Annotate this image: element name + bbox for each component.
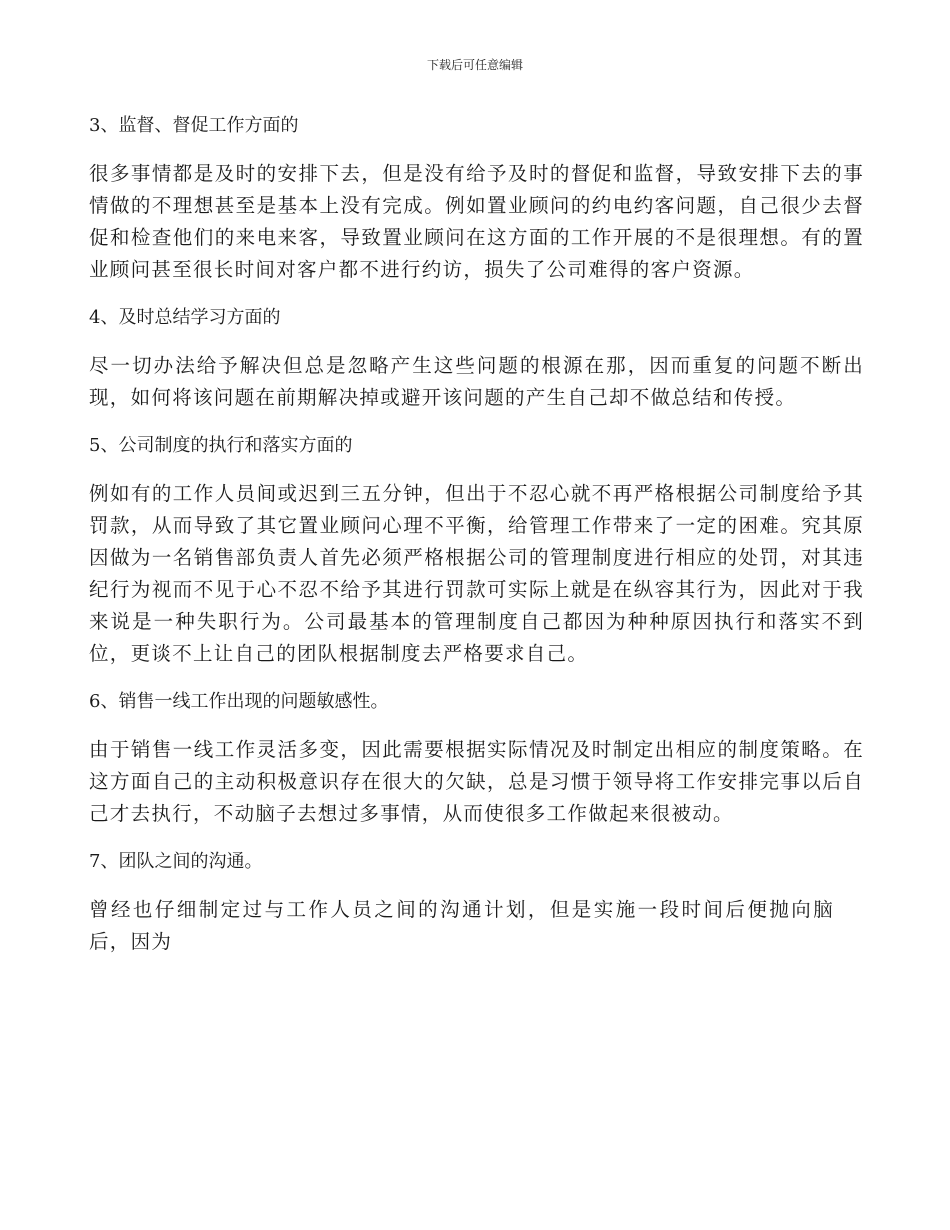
section-paragraph-6: 由于销售一线工作灵活多变，因此需要根据实际情况及时制定出相应的制度策略。在这方面自己的主动积极意识存在很大的欠缺，总是习惯于领导将工作安排完事以后自己才去执行，不动脑子去想过多事情，从而使很多工作做起来很被动。 [89, 738, 864, 825]
section-paragraph-5: 例如有的工作人员间或迟到三五分钟，但出于不忍心就不再严格根据公司制度给予其罚款，从而导致了其它置业顾问心理不平衡，给管理工作带来了一定的困难。究其原因做为一名销售部负责人首先必须严格根据公司的管理制度进行相应的处罚，对其违纪行为视而不见于心不忍不给予其进行罚款可实际上就是在纵容其行为，因此对于我来说是一种失职行为。公司最基本的管理制度自己都因为种种原因执行和落实不到位，更谈不上让自己的团队根据制度去严格要求自己。 [89, 482, 864, 665]
section-heading-7: 7、团队之间的沟通。 [89, 851, 263, 872]
section-heading-5: 5、公司制度的执行和落实方面的 [89, 435, 353, 456]
page-header: 下载后可任意编辑 [426, 58, 523, 72]
section-paragraph-4: 尽一切办法给予解决但总是忽略产生这些问题的根源在那，因而重复的问题不断出现，如何将该问题在前期解决掉或避开该问题的产生自己却不做总结和传授。 [89, 354, 864, 409]
section-paragraph-3: 很多事情都是及时的安排下去，但是没有给予及时的督促和监督，导致安排下去的事情做的不理想甚至是基本上没有完成。例如置业顾问的约电约客问题，自己很少去督促和检查他们的来电来客，导致置业顾问在这方面的工作开展的不是很理想。有的置业顾问甚至很长时间对客户都不进行约访，损失了公司难得的客户资源。 [89, 162, 864, 281]
section-heading-3: 3、监督、督促工作方面的 [89, 115, 299, 136]
section-heading-6: 6、销售一线工作出现的问题敏感性。 [89, 691, 389, 712]
section-heading-4: 4、及时总结学习方面的 [89, 307, 281, 328]
section-paragraph-7: 曾经也仔细制定过与工作人员之间的沟通计划，但是实施一段时间后便抛向脑后，因为 [89, 898, 834, 953]
document-body [89, 110, 864, 974]
